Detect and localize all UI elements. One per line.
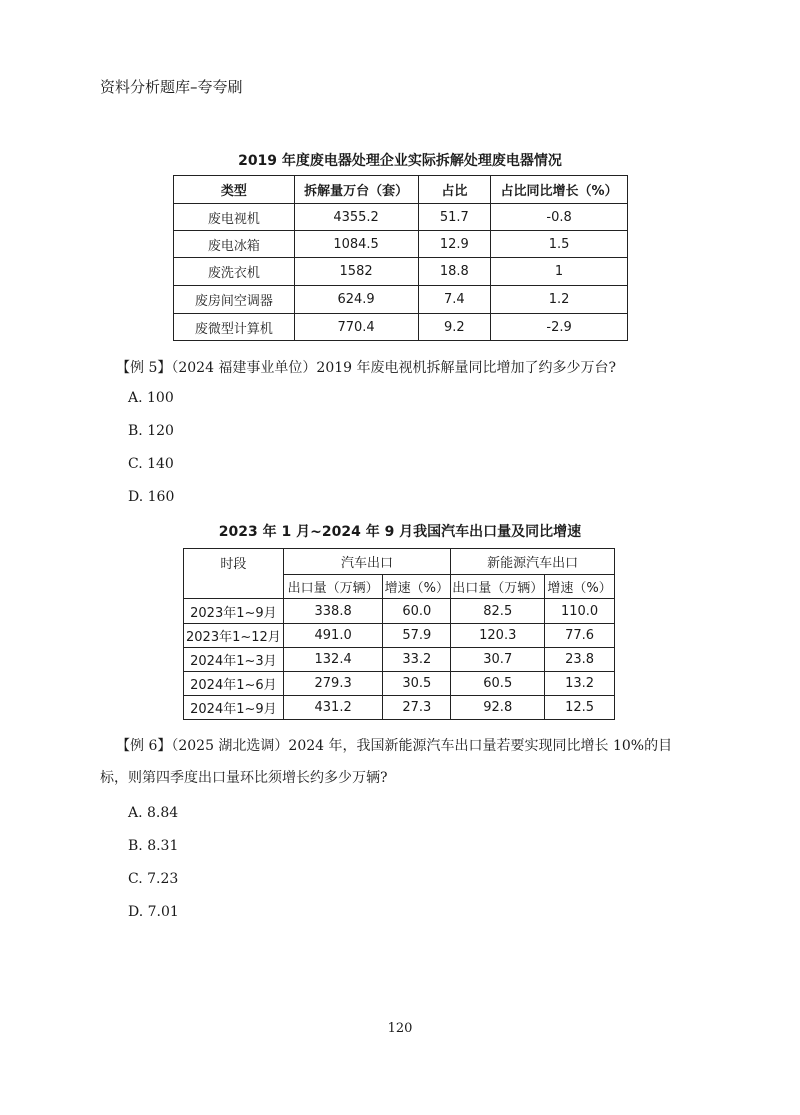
table-cell: 30.7 [451, 648, 545, 672]
table-cell: 338.8 [283, 599, 383, 624]
table-cell: 60.0 [383, 599, 451, 624]
question-6-line-2: 标，则第四季度出口量环比须增长约多少万辆? [100, 770, 388, 786]
question-5: 【例 5】（2024 福建事业单位）2019 年废电视机拆解量同比增加了约多少万台? [116, 360, 617, 376]
table-cell: 2023年1~12月 [184, 624, 284, 648]
table-cell: 废电视机 [174, 204, 295, 231]
table1-header-type: 类型 [174, 176, 295, 204]
table2-title: 2023 年 1 月~2024 年 9 月我国汽车出口量及同比增速 [218, 524, 582, 540]
page-number: 120 [387, 1021, 413, 1036]
question-6-line-1: 【例 6】（2025 湖北选调）2024 年，我国新能源汽车出口量若要实现同比增长 10%的目 [116, 738, 673, 754]
table-cell: 77.6 [545, 624, 615, 648]
table-cell: 431.2 [283, 696, 383, 720]
q6-option-c: C. 7.23 [128, 871, 179, 887]
table-cell: 770.4 [294, 314, 418, 341]
table-row [174, 314, 628, 341]
table-cell: -2.9 [491, 314, 628, 341]
table-cell: 2024年1~6月 [184, 672, 284, 696]
table2-subheader-growth: 增速（%） [383, 575, 451, 599]
table-cell: 132.4 [283, 648, 383, 672]
table-row [174, 258, 628, 286]
table-cell: 12.5 [545, 696, 615, 720]
table-row [184, 672, 615, 696]
table2-header-period: 时段 [184, 549, 284, 599]
table-cell: 624.9 [294, 286, 418, 314]
table-cell: 1.2 [491, 286, 628, 314]
table-row [174, 286, 628, 314]
table-cell: 废微型计算机 [174, 314, 295, 341]
table2-header-vehicle-export: 汽车出口 [283, 549, 451, 575]
table-cell: 1084.5 [294, 231, 418, 258]
table-cell: 4355.2 [294, 204, 418, 231]
table-cell: 51.7 [418, 204, 491, 231]
table-cell: 60.5 [451, 672, 545, 696]
table1-header-row [174, 176, 628, 204]
table1-header-share: 占比 [418, 176, 491, 204]
table1 [173, 175, 628, 341]
table-cell: 120.3 [451, 624, 545, 648]
table2-group-header-row [184, 549, 615, 575]
q5-option-d: D. 160 [128, 489, 175, 505]
table-cell: 1 [491, 258, 628, 286]
table-cell: 废洗衣机 [174, 258, 295, 286]
table-cell: 废电冰箱 [174, 231, 295, 258]
table1-title: 2019 年度废电器处理企业实际拆解处理废电器情况 [238, 153, 562, 169]
table-row [174, 231, 628, 258]
table-cell: 9.2 [418, 314, 491, 341]
table2-subheader-nev-volume: 出口量（万辆） [451, 575, 545, 599]
q5-option-b: B. 120 [128, 423, 174, 439]
q5-option-c: C. 140 [128, 456, 174, 472]
table-cell: 2023年1~9月 [184, 599, 284, 624]
table-cell: 2024年1~3月 [184, 648, 284, 672]
table-cell: 491.0 [283, 624, 383, 648]
table2-header-nev-export: 新能源汽车出口 [451, 549, 615, 575]
table-cell: -0.8 [491, 204, 628, 231]
table1-header-share-growth: 占比同比增长（%） [491, 176, 628, 204]
page-header: 资料分析题库–夸夸刷 [100, 78, 243, 96]
q5-option-a: A. 100 [128, 390, 174, 406]
table-cell: 废房间空调器 [174, 286, 295, 314]
table-cell: 110.0 [545, 599, 615, 624]
q6-option-a: A. 8.84 [128, 805, 179, 821]
table-cell: 82.5 [451, 599, 545, 624]
table-cell: 18.8 [418, 258, 491, 286]
q6-option-b: B. 8.31 [128, 838, 179, 854]
table-cell: 2024年1~9月 [184, 696, 284, 720]
table2 [183, 548, 615, 720]
q6-option-d: D. 7.01 [128, 904, 179, 920]
table-cell: 92.8 [451, 696, 545, 720]
table-cell: 279.3 [283, 672, 383, 696]
table-row [184, 648, 615, 672]
table-row [184, 599, 615, 624]
table-cell: 13.2 [545, 672, 615, 696]
table-cell: 23.8 [545, 648, 615, 672]
table-cell: 27.3 [383, 696, 451, 720]
table-cell: 1582 [294, 258, 418, 286]
table-cell: 57.9 [383, 624, 451, 648]
table-row [174, 204, 628, 231]
table-cell: 30.5 [383, 672, 451, 696]
table1-header-amount: 拆解量万台（套） [294, 176, 418, 204]
table2-subheader-nev-growth: 增速（%） [545, 575, 615, 599]
table-cell: 12.9 [418, 231, 491, 258]
table-cell: 1.5 [491, 231, 628, 258]
table-cell: 7.4 [418, 286, 491, 314]
table-cell: 33.2 [383, 648, 451, 672]
table-row [184, 624, 615, 648]
table2-subheader-volume: 出口量（万辆） [283, 575, 383, 599]
table-row [184, 696, 615, 720]
